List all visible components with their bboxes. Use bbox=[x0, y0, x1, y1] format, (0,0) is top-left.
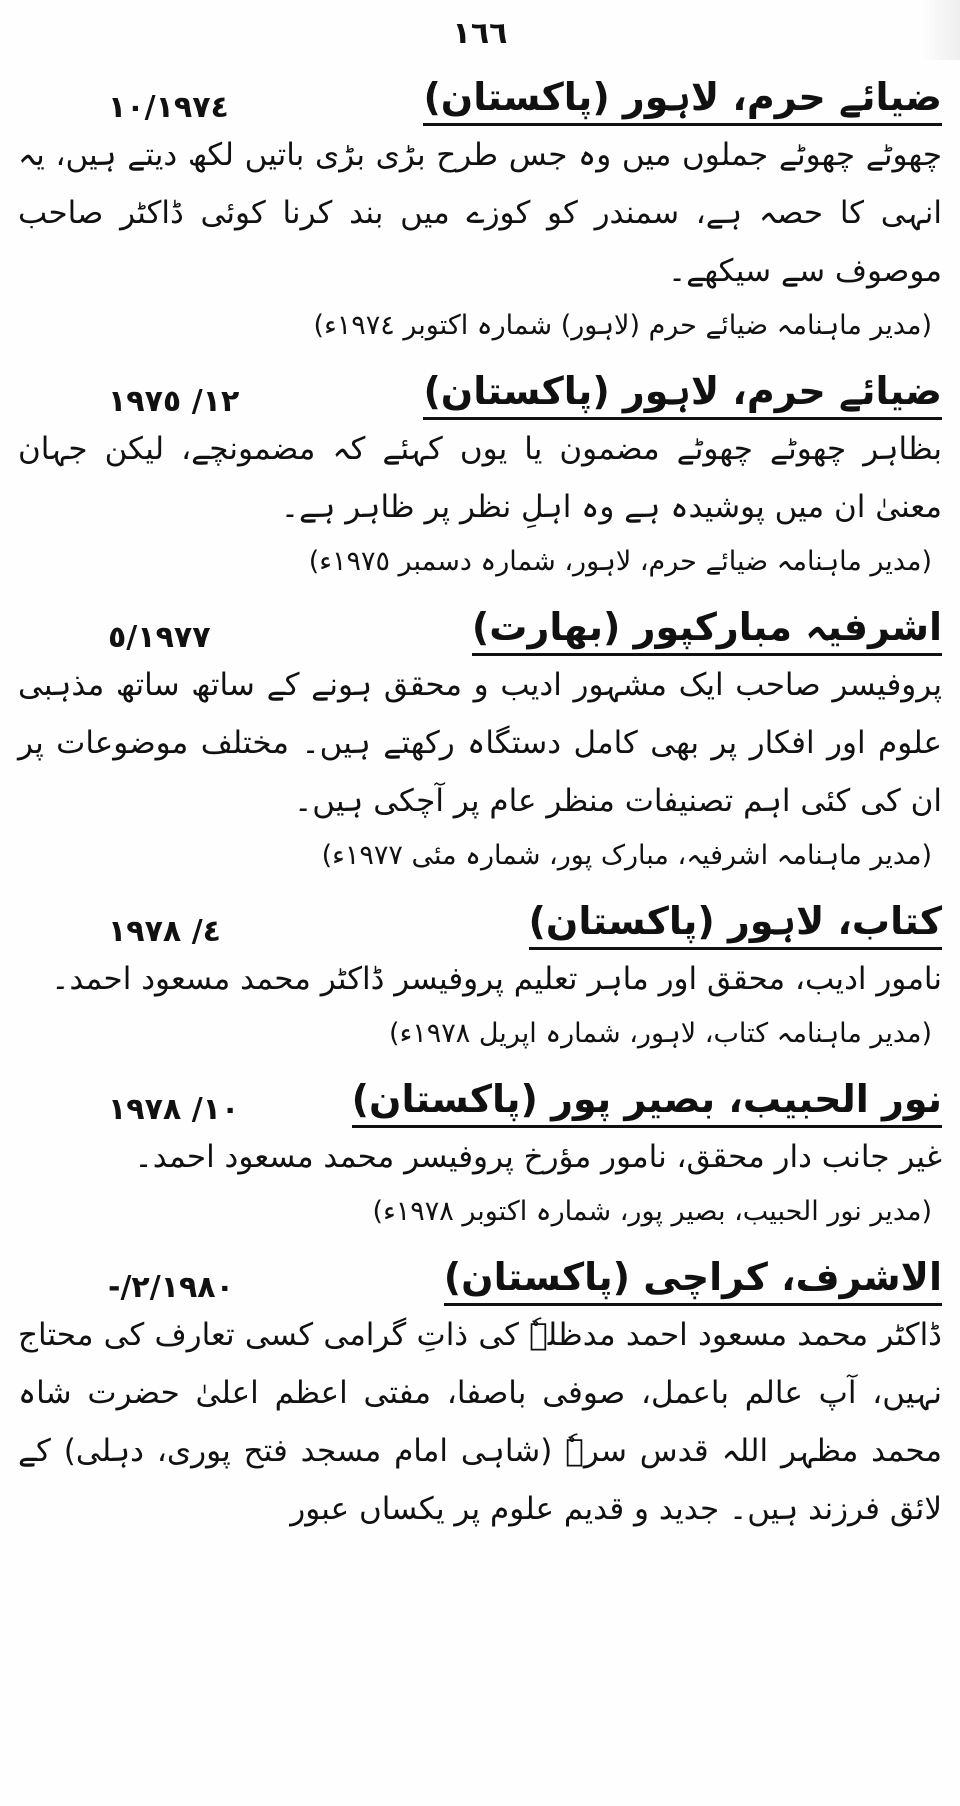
entry-heading: ضیائے حرم، لاہور (پاکستان) bbox=[423, 75, 942, 126]
entry-date: -/٢/١٩٨٠ bbox=[108, 1270, 234, 1305]
entry-source: (مدیر ماہنامہ اشرفیہ، مبارک پور، شمارہ مئی ١٩٧٧ء) bbox=[321, 840, 932, 871]
entry-heading: کتاب، لاہور (پاکستان) bbox=[529, 899, 942, 950]
page-number: ١٦٦ bbox=[452, 16, 508, 51]
entry-date: ١٠/١٩٧٤ bbox=[108, 90, 229, 125]
entry-source: (مدیر ماہنامہ کتاب، لاہور، شمارہ اپریل ١٩٧٨ء) bbox=[389, 1018, 932, 1049]
entry-heading: نور الحبیب، بصیر پور (پاکستان) bbox=[352, 1077, 942, 1128]
entry-heading: اشرفیہ مبارکپور (بھارت) bbox=[472, 605, 942, 656]
entry-heading-row bbox=[18, 362, 942, 420]
entry-heading: ضیائے حرم، لاہور (پاکستان) bbox=[423, 369, 942, 420]
entry-date: ١٢/ ١٩٧٥ bbox=[108, 384, 240, 419]
review-entry bbox=[18, 1070, 942, 1238]
review-entry bbox=[18, 892, 942, 1060]
entry-heading-row bbox=[18, 598, 942, 656]
review-entry bbox=[18, 68, 942, 352]
entry-date: ٤/ ١٩٧٨ bbox=[108, 914, 221, 949]
entry-heading-row bbox=[18, 892, 942, 950]
entry-body: پروفیسر صاحب ایک مشہور ادیب و محقق ہونے کے ساتھ ساتھ مذہبی علوم اور افکار پر بھی کامل دستگاہ رکھتے ہیں۔ مختلف موضوعات پر ان کی کئی اہم تصنیفات منظر عام پر آچکی ہیں۔ bbox=[18, 667, 942, 819]
entry-date: ١٠/ ١٩٧٨ bbox=[108, 1092, 240, 1127]
entry-heading-row bbox=[18, 1248, 942, 1306]
entry-body: بظاہر چھوٹے چھوٹے مضمون یا یوں کہئے کہ مضمونچے، لیکن جہان معنیٰ ان میں پوشیدہ ہے وہ اہلِ نظر پر ظاہر ہے۔ bbox=[18, 431, 942, 525]
entry-heading: الاشرف، کراچی (پاکستان) bbox=[444, 1255, 942, 1306]
review-entry bbox=[18, 1248, 942, 1538]
entry-body: چھوٹے چھوٹے جملوں میں وہ جس طرح بڑی بڑی باتیں لکھ دیتے ہیں، یہ انہی کا حصہ ہے، سمندر کو کوزے میں بند کرنا کوئی ڈاکٹر صاحب موصوف سے سیکھے۔ bbox=[18, 137, 942, 289]
review-entry bbox=[18, 362, 942, 588]
review-entries bbox=[18, 68, 942, 1548]
entry-date: ٥/١٩٧٧ bbox=[108, 620, 211, 655]
entry-source: (مدیر ماہنامہ ضیائے حرم، لاہور، شمارہ دسمبر ١٩٧٥ء) bbox=[308, 546, 932, 577]
review-entry bbox=[18, 598, 942, 882]
entry-body: نامور ادیب، محقق اور ماہر تعلیم پروفیسر ڈاکٹر محمد مسعود احمد۔ bbox=[51, 961, 942, 997]
entry-heading-row bbox=[18, 68, 942, 126]
entry-heading-row bbox=[18, 1070, 942, 1128]
entry-source: (مدیر ماہنامہ ضیائے حرم (لاہور) شمارہ اکتوبر ١٩٧٤ء) bbox=[313, 310, 932, 341]
entry-body: ڈاکٹر محمد مسعود احمد مدظلہٗ کی ذاتِ گرامی کسی تعارف کی محتاج نہیں، آپ عالم باعمل، صوفی باصفا، مفتی اعظم اعلیٰ حضرت شاہ محمد مظہر اللہ قدس سرہٗ (شاہی امام مسجد فتح پوری، دہلی) کے لائق فرزند ہیں۔ جدید و قدیم علوم پر یکساں عبور bbox=[18, 1317, 942, 1527]
entry-source: (مدیر نور الحبیب، بصیر پور، شمارہ اکتوبر ١٩٧٨ء) bbox=[372, 1196, 932, 1227]
entry-body: غیر جانب دار محقق، نامور مؤرخ پروفیسر محمد مسعود احمد۔ bbox=[134, 1139, 942, 1175]
